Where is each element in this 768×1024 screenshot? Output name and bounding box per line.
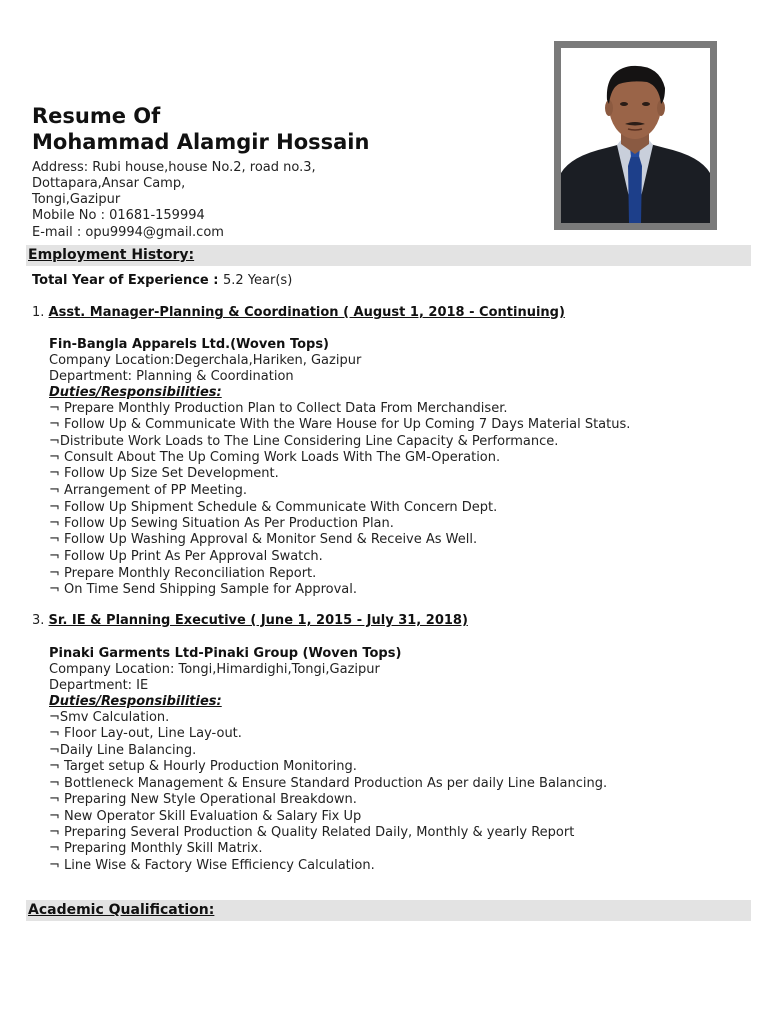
profile-photo-frame bbox=[554, 41, 717, 230]
job-2-title: Sr. IE & Planning Executive ( June 1, 2015 - July 31, 2018) bbox=[48, 613, 468, 628]
profile-photo bbox=[561, 48, 710, 223]
job-1-duty: ¬ Follow Up Washing Approval & Monitor Send & Receive As Well. bbox=[49, 532, 478, 547]
job-2-location: Company Location: Tongi,Himardighi,Tongi,Gazipur bbox=[49, 662, 380, 677]
job-1-duty: ¬ Prepare Monthly Production Plan to Collect Data From Merchandiser. bbox=[49, 401, 508, 416]
job-2-heading bbox=[32, 613, 468, 629]
job-2-duties-heading: Duties/Responsibilities: bbox=[49, 694, 222, 709]
job-2-duty: ¬ New Operator Skill Evaluation & Salary Fix Up bbox=[49, 809, 362, 824]
job-1-location: Company Location:Degerchala,Hariken, Gazipur bbox=[49, 353, 362, 368]
job-1-heading bbox=[32, 305, 565, 321]
job-2-duty: ¬ Bottleneck Management & Ensure Standard Production As per daily Line Balancing. bbox=[49, 776, 608, 791]
person-portrait-icon bbox=[561, 48, 710, 223]
job-2-duty: ¬ Floor Lay-out, Line Lay-out. bbox=[49, 726, 242, 741]
job-2-company: Pinaki Garments Ltd-Pinaki Group (Woven Tops) bbox=[49, 646, 402, 661]
job-2-duty: ¬ Preparing Several Production & Quality Related Daily, Monthly & yearly Report bbox=[49, 825, 575, 840]
academic-qualification-bar bbox=[26, 900, 751, 921]
job-1-duty: ¬ Follow Up Sewing Situation As Per Production Plan. bbox=[49, 516, 394, 531]
job-2-duty: ¬ Line Wise & Factory Wise Efficiency Calculation. bbox=[49, 858, 375, 873]
employment-history-heading: Employment History: bbox=[28, 247, 195, 263]
academic-qualification-heading: Academic Qualification: bbox=[28, 902, 215, 918]
resume-title: Resume Of bbox=[32, 104, 161, 128]
job-2-duty: ¬ Target setup & Hourly Production Monitoring. bbox=[49, 759, 357, 774]
total-experience bbox=[32, 273, 292, 289]
total-experience-value: 5.2 Year(s) bbox=[223, 273, 293, 288]
job-1-duty: ¬Distribute Work Loads to The Line Considering Line Capacity & Performance. bbox=[49, 434, 559, 449]
address-line-1: Address: Rubi house,house No.2, road no.3, bbox=[32, 160, 316, 175]
job-1-duties-heading: Duties/Responsibilities: bbox=[49, 385, 222, 400]
job-1-duty: ¬ Prepare Monthly Reconciliation Report. bbox=[49, 566, 317, 581]
job-1-duty: ¬ Follow Up Print As Per Approval Swatch. bbox=[49, 549, 323, 564]
employment-history-bar bbox=[26, 245, 751, 266]
job-2-duty: ¬ Preparing New Style Operational Breakdown. bbox=[49, 792, 357, 807]
email-address: E-mail : opu9994@gmail.com bbox=[32, 225, 224, 240]
address-line-2: Dottapara,Ansar Camp, bbox=[32, 176, 186, 191]
job-2-duty: ¬Smv Calculation. bbox=[49, 710, 170, 725]
total-experience-label: Total Year of Experience : bbox=[32, 273, 224, 288]
job-1-department: Department: Planning & Coordination bbox=[49, 369, 294, 384]
job-1-duty: ¬ Consult About The Up Coming Work Loads With The GM-Operation. bbox=[49, 450, 501, 465]
job-1-number: 1. bbox=[32, 305, 45, 320]
job-2-department: Department: IE bbox=[49, 678, 149, 693]
job-1-title: Asst. Manager-Planning & Coordination ( August 1, 2018 - Continuing) bbox=[48, 305, 565, 320]
job-2-duty: ¬ Preparing Monthly Skill Matrix. bbox=[49, 841, 263, 856]
candidate-name: Mohammad Alamgir Hossain bbox=[32, 130, 370, 154]
mobile-number: Mobile No : 01681-159994 bbox=[32, 208, 205, 223]
job-1-duty: ¬ On Time Send Shipping Sample for Approval. bbox=[49, 582, 357, 597]
job-1-duty: ¬ Arrangement of PP Meeting. bbox=[49, 483, 247, 498]
job-2-number: 3. bbox=[32, 613, 45, 628]
address-line-3: Tongi,Gazipur bbox=[32, 192, 121, 207]
job-1-company: Fin-Bangla Apparels Ltd.(Woven Tops) bbox=[49, 337, 329, 352]
job-2-duty: ¬Daily Line Balancing. bbox=[49, 743, 197, 758]
job-1-duty: ¬ Follow Up Shipment Schedule & Communicate With Concern Dept. bbox=[49, 500, 498, 515]
job-1-duty: ¬ Follow Up Size Set Development. bbox=[49, 466, 279, 481]
job-1-duty: ¬ Follow Up & Communicate With the Ware House for Up Coming 7 Days Material Status. bbox=[49, 417, 631, 432]
